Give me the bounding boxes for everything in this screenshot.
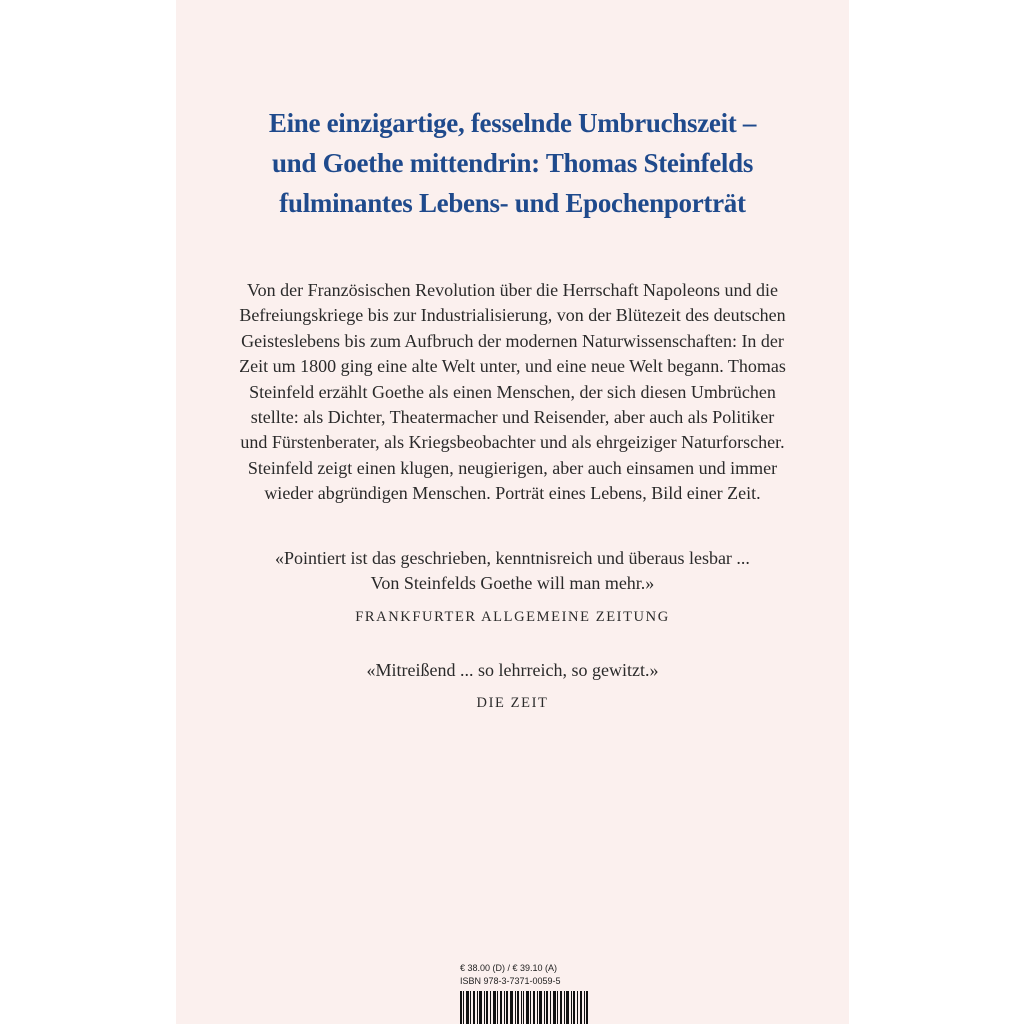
book-back-cover [176, 0, 849, 1024]
blurb-line: Von der Französischen Revolution über die Herrschaft Napoleons und die [246, 280, 779, 300]
quote-line: «Mitreißend ... so lehrreich, so gewitzt.» [366, 660, 659, 680]
price-label: € 38.00 (D) / € 39.10 (A) [460, 963, 558, 973]
headline-line: fulminantes Lebens- und Epochenporträt [279, 188, 746, 218]
blurb [176, 278, 849, 507]
blurb-line: Steinfeld erzählt Goethe als einen Menschen, der sich diesen Umbrüchen [249, 381, 776, 402]
blurb-line: und Fürstenberater, als Kriegsbeobachter und als ehrgeiziger Naturforscher. [240, 432, 785, 453]
blurb-line: Steinfeld zeigt einen klugen, neugierigen, aber auch einsamen und immer [247, 457, 778, 478]
blurb-line: Zeit um 1800 ging eine alte Welt unter, und eine neue Welt begann. Thomas [239, 356, 786, 377]
quote-source: FRANKFURTER ALLGEMEINE ZEITUNG [355, 608, 670, 625]
quote-line: Von Steinfelds Goethe will man mehr.» [370, 573, 655, 594]
blurb-line: wieder abgründigen Menschen. Porträt eines Lebens, Bild einer Zeit. [264, 483, 761, 504]
isbn-label: ISBN 978-3-7371-0059-5 [460, 976, 561, 986]
blurb-line: Befreiungskriege bis zur Industrialisierung, von der Blütezeit des deutschen [239, 305, 786, 326]
price-isbn-block [460, 962, 660, 988]
headline-line: und Goethe mittendrin: Thomas Steinfelds [271, 148, 754, 178]
headline-line: Eine einzigartige, fesselnde Umbruchszeit – [268, 108, 757, 138]
quote-line: «Pointiert ist das geschrieben, kenntnisreich und überaus lesbar ... [275, 548, 750, 568]
blurb-line: stellte: als Dichter, Theatermacher und Reisender, aber auch als Politiker [250, 407, 775, 428]
blurb-line: Geisteslebens bis zum Aufbruch der modernen Naturwissenschaften: In der [241, 330, 784, 351]
review-quote [176, 658, 849, 717]
headline [176, 103, 849, 223]
review-quote [176, 546, 849, 630]
quote-source: DIE ZEIT [476, 695, 549, 712]
barcode-icon [460, 991, 588, 1024]
